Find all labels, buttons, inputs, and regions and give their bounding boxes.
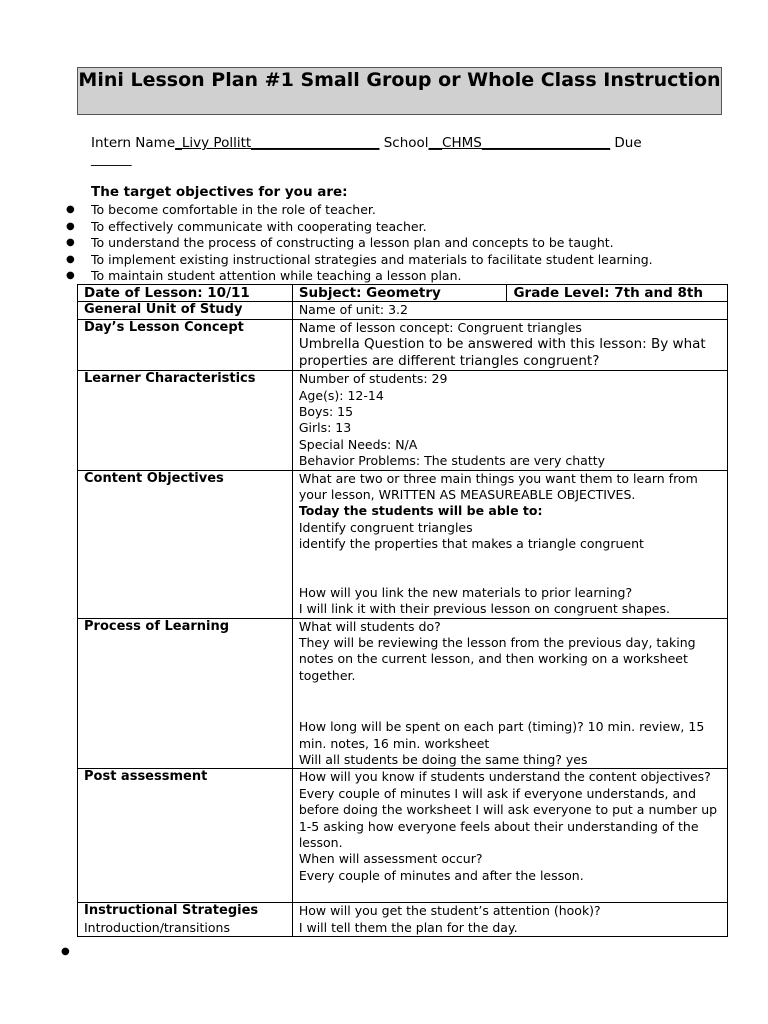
table-row	[78, 302, 728, 319]
due-blank: ______	[91, 151, 132, 167]
row-label-unit: General Unit of Study	[78, 302, 293, 319]
list-item: ● To understand the process of constructing a lesson plan and concepts to be taught.	[66, 235, 614, 250]
row-label-content: Content Objectives	[78, 470, 293, 618]
post-question: How will you know if students understand the content objectives?	[298, 769, 711, 785]
table-row	[78, 470, 728, 618]
targets-heading: The target objectives for you are:	[91, 184, 348, 200]
link-answer: I will link it with their previous lesson on congruent shapes.	[298, 601, 670, 617]
list-item: ● To maintain student attention while teaching a lesson plan.	[66, 268, 462, 283]
strategies-answer: I will tell them the plan for the day.	[298, 919, 518, 935]
list-item: ● To become comfortable in the role of teacher.	[66, 202, 376, 217]
content-prompt: What are two or three main things you want them to learn from your lesson, WRITTEN AS MEASUREABLE OBJECTIVES.	[298, 470, 698, 503]
content-objective: Identify congruent triangles	[298, 519, 473, 535]
target-objectives-list	[0, 202, 653, 285]
bullet-icon: ●	[66, 270, 75, 281]
row-label-post: Post assessment	[78, 769, 293, 903]
bullet-icon: ●	[66, 237, 75, 248]
intern-label: Intern Name	[91, 135, 176, 151]
row-label-strategies: Instructional Strategies	[84, 903, 259, 919]
content-objective: identify the properties that makes a triangle congruent	[298, 536, 644, 552]
learner-line: Boys: 15	[298, 404, 354, 420]
bullet-icon: ●	[61, 946, 70, 957]
row-label-concept: Day’s Lesson Concept	[78, 319, 293, 370]
content-bold-heading: Today the students will be able to:	[298, 503, 543, 519]
learner-line: Number of students: 29	[298, 371, 448, 387]
table-row	[78, 903, 728, 937]
unit-value: Name of unit: 3.2	[292, 302, 727, 319]
concept-cell	[292, 319, 727, 370]
due-label: Due	[610, 135, 642, 151]
post-when-question: When will assessment occur?	[298, 851, 483, 867]
row-label-learner: Learner Characteristics	[78, 371, 293, 470]
table-row	[78, 319, 728, 370]
intern-name: _Livy Pollitt___________________	[175, 135, 380, 151]
process-answer: They will be reviewing the lesson from the previous day, taking notes on the current lesson, and then working on a worksheet together.	[298, 634, 696, 683]
process-question: What will students do?	[298, 618, 441, 634]
subject: Subject: Geometry	[292, 285, 507, 302]
link-question: How will you link the new materials to prior learning?	[298, 584, 633, 600]
learner-line: Special Needs: N/A	[298, 436, 418, 452]
learner-cell	[292, 371, 727, 470]
concept-name: Name of lesson concept: Congruent triangles	[298, 319, 582, 335]
row-label-process: Process of Learning	[78, 618, 293, 769]
process-same: Will all students be doing the same thing? yes	[298, 751, 588, 767]
intern-info-line	[91, 134, 731, 152]
school-name: __CHMS___________________	[428, 135, 611, 151]
learner-line: Behavior Problems: The students are very chatty	[298, 453, 606, 469]
table-row	[78, 371, 728, 470]
strategies-label-cell	[78, 903, 293, 937]
list-item: ● To effectively communicate with cooperating teacher.	[66, 218, 427, 234]
strategies-sub-label: Introduction/transitions	[84, 919, 230, 935]
bullet-icon: ●	[66, 204, 75, 215]
page-title: Mini Lesson Plan #1 Small Group or Whole Class Instruction	[77, 67, 722, 115]
process-timing: How long will be spent on each part (timing)? 10 min. review, 15 min. notes, 16 min. worksheet	[298, 719, 705, 751]
post-when-answer: Every couple of minutes and after the lesson.	[298, 867, 584, 883]
strategies-question: How will you get the student’s attention (hook)?	[298, 903, 601, 919]
lesson-plan-table	[77, 284, 728, 937]
learner-line: Girls: 13	[298, 420, 352, 436]
learner-line: Age(s): 12-14	[298, 387, 384, 403]
table-row	[78, 618, 728, 769]
post-cell	[292, 769, 727, 903]
table-row	[78, 769, 728, 903]
spacer	[299, 553, 723, 585]
grade-level: Grade Level: 7th and 8th	[507, 285, 728, 302]
strategies-cell	[292, 903, 727, 937]
list-item: ● To implement existing instructional strategies and materials to facilitate student learning.	[66, 251, 653, 267]
umbrella-question: Umbrella Question to be answered with this lesson: By what properties are different triangles congruent?	[298, 336, 706, 370]
bullet-icon: ●	[66, 220, 75, 232]
spacer	[299, 884, 723, 902]
date-of-lesson: Date of Lesson: 10/11	[78, 285, 293, 302]
content-cell	[292, 470, 727, 618]
process-cell	[292, 618, 727, 769]
school-label: School	[379, 135, 429, 151]
table-row	[78, 285, 728, 302]
bullet-icon: ●	[66, 253, 75, 265]
spacer	[299, 684, 723, 719]
post-answer: Every couple of minutes I will ask if everyone understands, and before doing the worksheet I will ask everyone to put a number up 1-5 asking how everyone feels about their understanding of the lesson.	[298, 785, 718, 850]
